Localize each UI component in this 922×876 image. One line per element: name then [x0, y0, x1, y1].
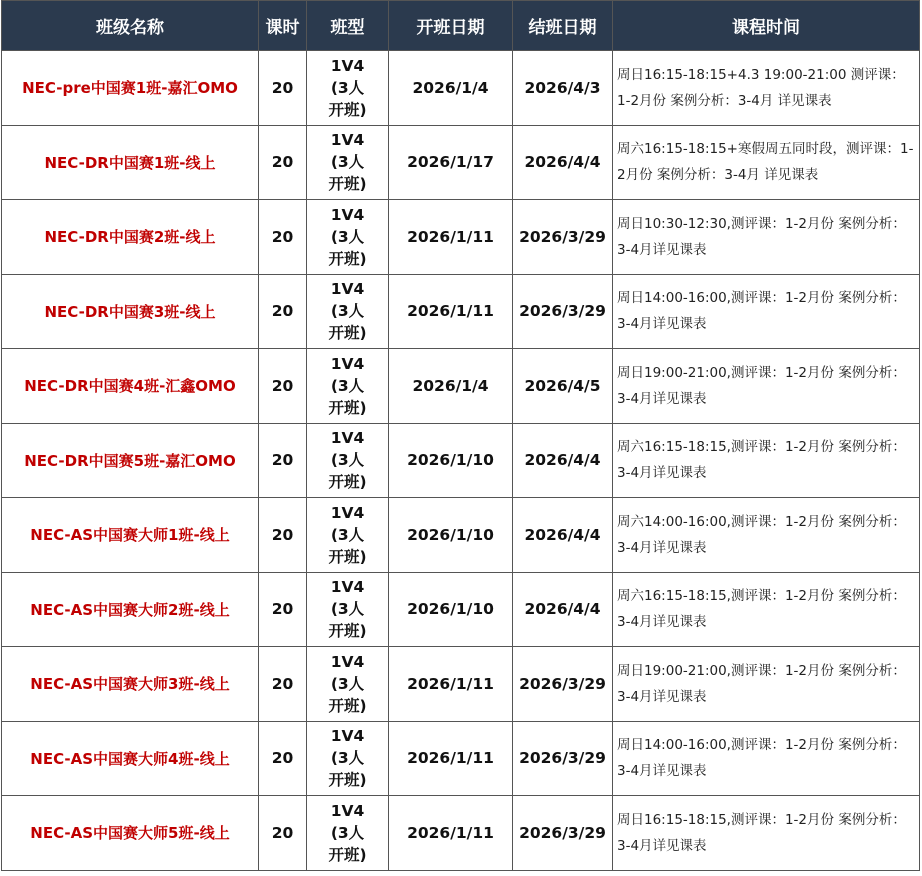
class-name-cell: NEC-AS中国赛大师3班-线上 — [2, 647, 259, 722]
hours-cell: 20 — [259, 721, 307, 796]
start-date-cell: 2026/1/17 — [389, 125, 513, 200]
class-schedule-table — [1, 0, 920, 871]
schedule-cell: 周日16:15-18:15+4.3 19:00-21:00 测评课：1-2月份 案例分析：3-4月 详见课表 — [613, 51, 920, 126]
header-hours: 课时 — [259, 1, 307, 51]
hours-cell: 20 — [259, 349, 307, 424]
end-date-cell: 2026/3/29 — [513, 647, 613, 722]
header-end-date: 结班日期 — [513, 1, 613, 51]
start-date-cell: 2026/1/11 — [389, 200, 513, 275]
class-type-cell: 1V4 (3人开班) — [307, 51, 389, 126]
end-date-cell: 2026/4/4 — [513, 125, 613, 200]
header-start-date: 开班日期 — [389, 1, 513, 51]
table-row — [2, 796, 920, 871]
end-date-cell: 2026/4/4 — [513, 498, 613, 573]
header-class-name: 班级名称 — [2, 1, 259, 51]
schedule-cell: 周六16:15-18:15,测评课：1-2月份 案例分析：3-4月详见课表 — [613, 572, 920, 647]
table-row — [2, 423, 920, 498]
table-row — [2, 721, 920, 796]
class-type-cell: 1V4 (3人开班) — [307, 647, 389, 722]
schedule-cell: 周六16:15-18:15+寒假周五同时段，测评课：1-2月份 案例分析：3-4月 详见课表 — [613, 125, 920, 200]
class-name-cell: NEC-DR中国赛5班-嘉汇OMO — [2, 423, 259, 498]
end-date-cell: 2026/4/3 — [513, 51, 613, 126]
schedule-cell: 周日14:00-16:00,测评课：1-2月份 案例分析：3-4月详见课表 — [613, 274, 920, 349]
table-row — [2, 349, 920, 424]
header-class-type: 班型 — [307, 1, 389, 51]
class-name-cell: NEC-AS中国赛大师5班-线上 — [2, 796, 259, 871]
class-type-cell: 1V4 (3人开班) — [307, 572, 389, 647]
class-name-cell: NEC-AS中国赛大师2班-线上 — [2, 572, 259, 647]
hours-cell: 20 — [259, 796, 307, 871]
end-date-cell: 2026/3/29 — [513, 200, 613, 275]
schedule-cell: 周日19:00-21:00,测评课：1-2月份 案例分析：3-4月详见课表 — [613, 647, 920, 722]
schedule-cell: 周日10:30-12:30,测评课：1-2月份 案例分析：3-4月详见课表 — [613, 200, 920, 275]
class-name-cell: NEC-AS中国赛大师4班-线上 — [2, 721, 259, 796]
hours-cell: 20 — [259, 423, 307, 498]
start-date-cell: 2026/1/11 — [389, 721, 513, 796]
end-date-cell: 2026/4/4 — [513, 572, 613, 647]
table-row — [2, 200, 920, 275]
schedule-cell: 周六16:15-18:15,测评课：1-2月份 案例分析：3-4月详见课表 — [613, 423, 920, 498]
start-date-cell: 2026/1/4 — [389, 349, 513, 424]
schedule-cell: 周日19:00-21:00,测评课：1-2月份 案例分析：3-4月详见课表 — [613, 349, 920, 424]
end-date-cell: 2026/3/29 — [513, 796, 613, 871]
start-date-cell: 2026/1/10 — [389, 498, 513, 573]
hours-cell: 20 — [259, 572, 307, 647]
class-name-cell: NEC-DR中国赛3班-线上 — [2, 274, 259, 349]
class-type-cell: 1V4 (3人开班) — [307, 796, 389, 871]
start-date-cell: 2026/1/11 — [389, 274, 513, 349]
table-row — [2, 647, 920, 722]
table-row — [2, 274, 920, 349]
class-type-cell: 1V4 (3人开班) — [307, 423, 389, 498]
schedule-cell: 周六14:00-16:00,测评课：1-2月份 案例分析：3-4月详见课表 — [613, 498, 920, 573]
class-type-cell: 1V4 (3人开班) — [307, 349, 389, 424]
class-type-cell: 1V4 (3人开班) — [307, 200, 389, 275]
start-date-cell: 2026/1/11 — [389, 647, 513, 722]
start-date-cell: 2026/1/11 — [389, 796, 513, 871]
hours-cell: 20 — [259, 498, 307, 573]
hours-cell: 20 — [259, 274, 307, 349]
end-date-cell: 2026/4/4 — [513, 423, 613, 498]
header-schedule: 课程时间 — [613, 1, 920, 51]
start-date-cell: 2026/1/10 — [389, 572, 513, 647]
end-date-cell: 2026/3/29 — [513, 721, 613, 796]
start-date-cell: 2026/1/4 — [389, 51, 513, 126]
class-type-cell: 1V4 (3人开班) — [307, 125, 389, 200]
table-row — [2, 51, 920, 126]
class-name-cell: NEC-DR中国赛1班-线上 — [2, 125, 259, 200]
class-type-cell: 1V4 (3人开班) — [307, 274, 389, 349]
hours-cell: 20 — [259, 200, 307, 275]
class-name-cell: NEC-DR中国赛4班-汇鑫OMO — [2, 349, 259, 424]
table-row — [2, 572, 920, 647]
schedule-cell: 周日14:00-16:00,测评课：1-2月份 案例分析：3-4月详见课表 — [613, 721, 920, 796]
schedule-cell: 周日16:15-18:15,测评课：1-2月份 案例分析：3-4月详见课表 — [613, 796, 920, 871]
table-row — [2, 498, 920, 573]
start-date-cell: 2026/1/10 — [389, 423, 513, 498]
hours-cell: 20 — [259, 647, 307, 722]
class-type-cell: 1V4 (3人开班) — [307, 498, 389, 573]
end-date-cell: 2026/4/5 — [513, 349, 613, 424]
class-name-cell: NEC-DR中国赛2班-线上 — [2, 200, 259, 275]
class-type-cell: 1V4 (3人开班) — [307, 721, 389, 796]
class-name-cell: NEC-AS中国赛大师1班-线上 — [2, 498, 259, 573]
class-name-cell: NEC-pre中国赛1班-嘉汇OMO — [2, 51, 259, 126]
end-date-cell: 2026/3/29 — [513, 274, 613, 349]
table-row — [2, 125, 920, 200]
hours-cell: 20 — [259, 51, 307, 126]
hours-cell: 20 — [259, 125, 307, 200]
header-row — [2, 1, 920, 51]
